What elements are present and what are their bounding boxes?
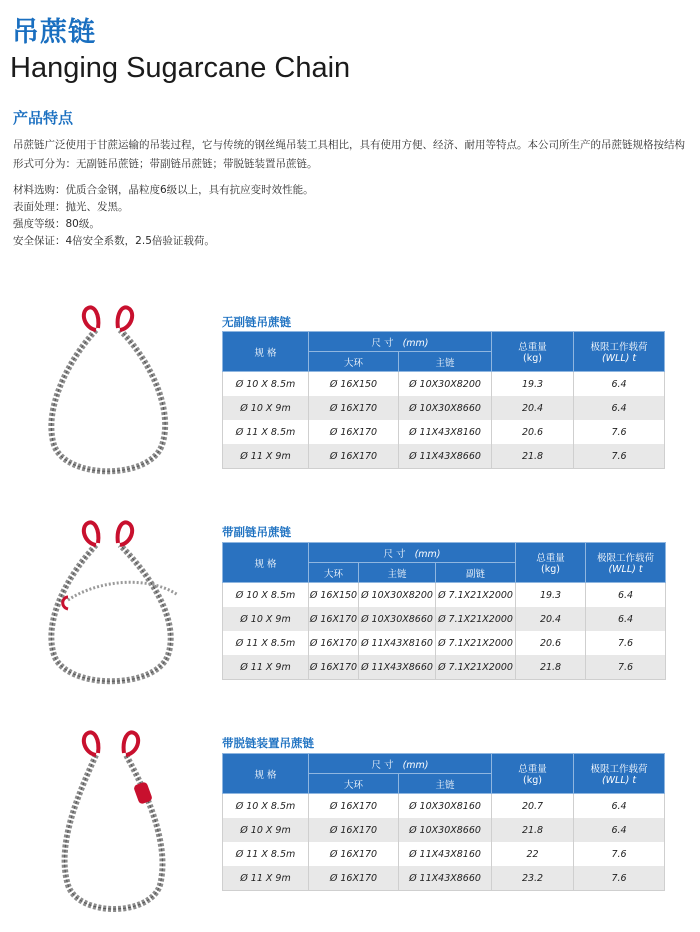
- cell-wll: 6.4: [574, 794, 665, 819]
- cell-main: Ø 10X30X8660: [399, 396, 492, 420]
- cell-weight: 20.7: [492, 794, 574, 819]
- cell-ring: Ø 16X170: [309, 794, 399, 819]
- cell-weight: 20.4: [516, 607, 586, 631]
- cell-ring: Ø 16X170: [309, 444, 399, 469]
- spec-table-release: [222, 753, 665, 891]
- header-ring: 大环: [309, 352, 399, 372]
- cell-weight: 20.6: [492, 420, 574, 444]
- cell-weight: 22: [492, 842, 574, 866]
- cell-weight: 20.4: [492, 396, 574, 420]
- cell-ring: Ø 16X150: [309, 583, 359, 608]
- table-row: [223, 396, 665, 420]
- table-row: [223, 842, 665, 866]
- header-spec: 规 格: [223, 754, 309, 794]
- table-row: [223, 444, 665, 469]
- spec-surface: 表面处理：抛光、发黑。: [13, 201, 129, 213]
- table-row: [223, 655, 666, 680]
- cell-spec: Ø 10 X 8.5m: [223, 583, 309, 608]
- cell-ring: Ø 16X170: [309, 420, 399, 444]
- cell-spec: Ø 10 X 9m: [223, 818, 309, 842]
- spec-table-aux: [222, 542, 666, 680]
- cell-spec: Ø 11 X 8.5m: [223, 631, 309, 655]
- cell-wll: 7.6: [574, 842, 665, 866]
- cell-ring: Ø 16X170: [309, 607, 359, 631]
- header-main: 主链: [399, 352, 492, 372]
- spec-table-no-aux: [222, 331, 665, 469]
- cell-main: Ø 11X43X8160: [359, 631, 436, 655]
- features-intro: 吊蔗链广泛使用于甘蔗运输的吊装过程，它与传统的钢丝绳吊装工具相比，具有使用方便、经济、耐用等特点。本公司所生产的吊蔗链规格按结构形式可分为：无副链吊蔗链；带副链吊蔗链；带脱链装置吊蔗链。: [13, 139, 685, 170]
- header-spec: 规 格: [223, 543, 309, 583]
- table-row: [223, 631, 666, 655]
- cell-weight: 21.8: [516, 655, 586, 680]
- cell-weight: 21.8: [492, 818, 574, 842]
- cell-wll: 7.6: [574, 866, 665, 891]
- cell-wll: 6.4: [574, 818, 665, 842]
- table-row: [223, 794, 665, 819]
- cell-wll: 7.6: [574, 420, 665, 444]
- cell-spec: Ø 10 X 8.5m: [223, 794, 309, 819]
- cell-aux: Ø 7.1X21X2000: [436, 631, 516, 655]
- cell-wll: 6.4: [586, 607, 666, 631]
- cell-main: Ø 11X43X8660: [399, 444, 492, 469]
- table-title-aux: 带副链吊蔗链: [222, 525, 291, 539]
- cell-main: Ø 11X43X8160: [399, 842, 492, 866]
- header-wll: 极限工作载荷 (WLL) t: [586, 543, 666, 583]
- cell-weight: 19.3: [492, 372, 574, 397]
- table-row: [223, 420, 665, 444]
- cell-aux: Ø 7.1X21X2000: [436, 583, 516, 608]
- header-main: 主链: [399, 774, 492, 794]
- cell-main: Ø 10X30X8200: [359, 583, 436, 608]
- cell-weight: 19.3: [516, 583, 586, 608]
- table-row: [223, 866, 665, 891]
- header-weight: 总重量 (kg): [492, 754, 574, 794]
- header-wll: 极限工作载荷 (WLL) t: [574, 332, 665, 372]
- cell-main: Ø 10X30X8660: [399, 818, 492, 842]
- cell-spec: Ø 11 X 8.5m: [223, 420, 309, 444]
- features-heading: 产品特点: [13, 109, 74, 127]
- cell-weight: 20.6: [516, 631, 586, 655]
- cell-wll: 6.4: [574, 396, 665, 420]
- cell-spec: Ø 10 X 9m: [223, 396, 309, 420]
- cell-wll: 7.6: [574, 444, 665, 469]
- header-weight: 总重量 (kg): [516, 543, 586, 583]
- chain-illustration-release-icon: [38, 725, 178, 925]
- header-wll: 极限工作载荷 (WLL) t: [574, 754, 665, 794]
- cell-wll: 7.6: [586, 631, 666, 655]
- chain-illustration-no-aux-icon: [38, 300, 178, 485]
- cell-main: Ø 10X30X8660: [359, 607, 436, 631]
- cell-ring: Ø 16X170: [309, 866, 399, 891]
- cell-ring: Ø 16X170: [309, 818, 399, 842]
- table-title-release: 带脱链装置吊蔗链: [222, 736, 314, 750]
- features-specs: [13, 182, 314, 250]
- header-size: 尺 寸 (mm): [309, 543, 516, 563]
- cell-ring: Ø 16X170: [309, 631, 359, 655]
- table-title-no-aux: 无副链吊蔗链: [222, 315, 291, 329]
- cell-aux: Ø 7.1X21X2000: [436, 655, 516, 680]
- header-spec: 规 格: [223, 332, 309, 372]
- cell-weight: 23.2: [492, 866, 574, 891]
- cell-main: Ø 10X30X8200: [399, 372, 492, 397]
- spec-material: 材料选购：优质合金钢，晶粒度6级以上，具有抗应变时效性能。: [13, 184, 314, 196]
- cell-spec: Ø 11 X 8.5m: [223, 842, 309, 866]
- cell-main: Ø 11X43X8660: [399, 866, 492, 891]
- cell-ring: Ø 16X170: [309, 655, 359, 680]
- cell-wll: 7.6: [586, 655, 666, 680]
- chain-illustration-aux-icon: [38, 515, 188, 695]
- cell-main: Ø 10X30X8160: [399, 794, 492, 819]
- cell-weight: 21.8: [492, 444, 574, 469]
- cell-spec: Ø 10 X 8.5m: [223, 372, 309, 397]
- header-size: 尺 寸 (mm): [309, 754, 492, 774]
- table-row: [223, 583, 666, 608]
- header-ring: 大环: [309, 563, 359, 583]
- cell-main: Ø 11X43X8160: [399, 420, 492, 444]
- header-main: 主链: [359, 563, 436, 583]
- spec-safety: 安全保证：4倍安全系数，2.5倍验证载荷。: [13, 235, 215, 247]
- header-size: 尺 寸 (mm): [309, 332, 492, 352]
- header-ring: 大环: [309, 774, 399, 794]
- cell-spec: Ø 11 X 9m: [223, 866, 309, 891]
- cell-spec: Ø 10 X 9m: [223, 607, 309, 631]
- cell-wll: 6.4: [574, 372, 665, 397]
- cell-ring: Ø 16X170: [309, 396, 399, 420]
- table-row: [223, 818, 665, 842]
- page-title-en: Hanging Sugarcane Chain: [10, 52, 351, 84]
- cell-aux: Ø 7.1X21X2000: [436, 607, 516, 631]
- spec-grade: 强度等级：80级。: [13, 218, 100, 230]
- cell-spec: Ø 11 X 9m: [223, 655, 309, 680]
- cell-wll: 6.4: [586, 583, 666, 608]
- cell-ring: Ø 16X150: [309, 372, 399, 397]
- cell-spec: Ø 11 X 9m: [223, 444, 309, 469]
- page-title-cn: 吊蔗链: [12, 17, 96, 48]
- cell-main: Ø 11X43X8660: [359, 655, 436, 680]
- cell-ring: Ø 16X170: [309, 842, 399, 866]
- table-row: [223, 607, 666, 631]
- header-aux: 副链: [436, 563, 516, 583]
- header-weight: 总重量 (kg): [492, 332, 574, 372]
- table-row: [223, 372, 665, 397]
